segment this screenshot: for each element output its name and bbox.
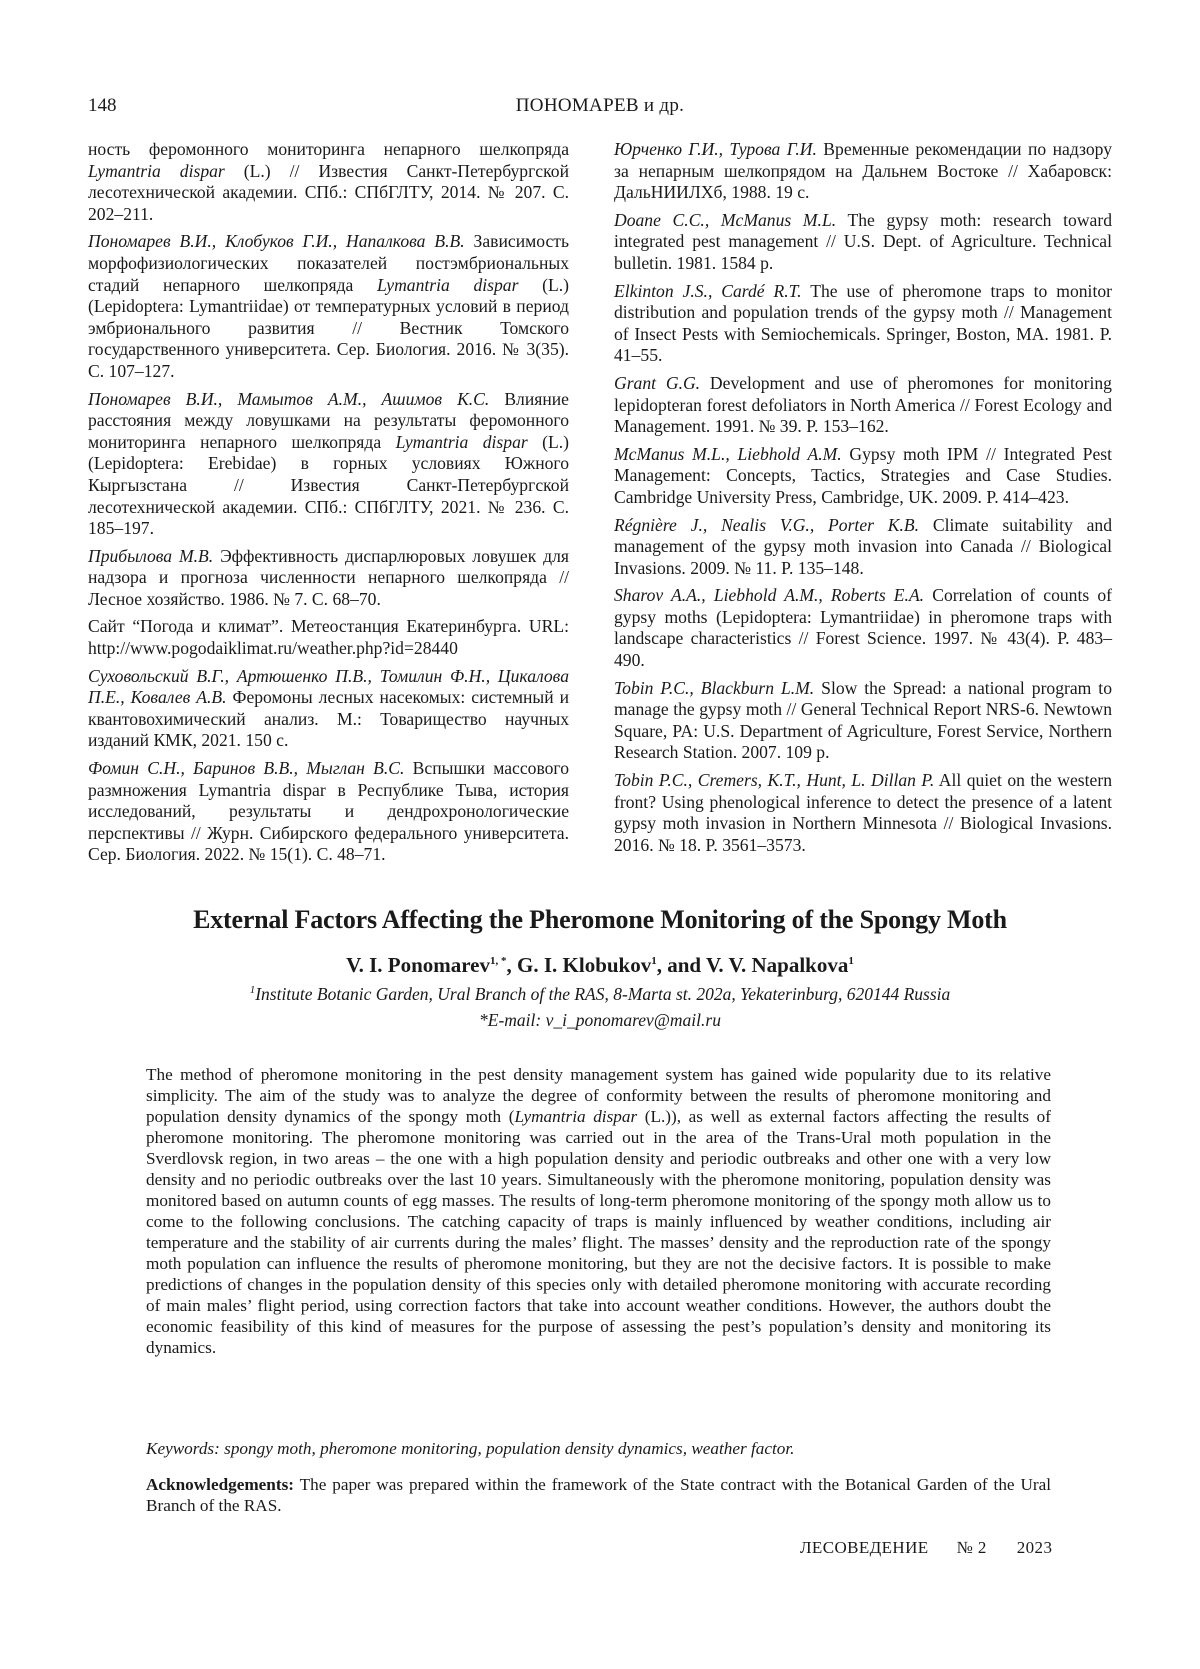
reference-authors: McManus M.L., Liebhold A.M. [614, 443, 842, 464]
reference-authors: Юрченко Г.И., Турова Г.И. [614, 139, 817, 159]
reference-text: The gypsy moth: research toward integrated pest management // U.S. Dept. of Agriculture. Technical bulletin. 1981. 1584 p. [614, 209, 1112, 273]
reference-item [88, 546, 569, 611]
reference-authors: Пономарев В.И., Клобуков Г.И., Напалкова В.В. [88, 231, 465, 252]
reference-tail: (L.) (Lepidoptera: Erebidae) в горных условиях Южного Кыргызстана // Известия Санкт-Петербургской лесотехнической академии. СПб.: СПбГЛТУ, 2021. № 236. С. 185–197. [88, 431, 569, 539]
reference-authors: Sharov A.A., Liebhold A.M., Roberts E.A. [614, 585, 925, 606]
reference-item [614, 678, 1112, 764]
contact-email: *E-mail: v_i_ponomarev@mail.ru [479, 1010, 721, 1030]
abstract-text: (L.)), as well as external factors affecting the results of pheromone monitoring. The pheromone monitoring was carried out in the area of the Trans-Ural moth population in the Sverdlovsk region, in two areas – the one with a high population density and periodic outbreaks and other one with a very low density and no periodic outbreaks over the last 10 years. Simultaneously with the pheromone monitoring, population density was monitored based on autumn counts of egg masses. The results of long-term pheromone monitoring of the spongy moth allow us to come to the following conclusions. The catching capacity of traps is mainly influenced by weather conditions, including air temperature and the stability of air currents during the males’ flight. The masses’ density and the reproduction rate of the spongy moth population can influence the results of pheromone monitoring, but they are not the decisive factors. It is possible to make predictions of changes in the population density of this species only with detailed pheromone monitoring with accurate recording of main males’ flight period, using correction factors that take into account weather conditions. However, the authors doubt the economic feasibility of this kind of measures for the purpose of assessing the pest’s population’s density and monitoring its dynamics. [146, 1107, 1051, 1357]
reference-authors: Elkinton J.S., Cardé R.T. [614, 280, 802, 301]
references-right-column [614, 139, 1112, 862]
author-name: V. I. Ponomarev [346, 953, 491, 977]
journal-name: ЛЕСОВЕДЕНИЕ [800, 1538, 929, 1557]
author-separator: , [506, 953, 518, 977]
reference-authors: Grant G.G. [614, 372, 701, 393]
reference-item [614, 281, 1112, 367]
author-name: G. I. Klobukov [517, 953, 652, 977]
reference-text: Зависимость морфофизиологических показателей постэмбриональных стадий непарного шелкопряда [88, 231, 569, 295]
reference-item [614, 515, 1112, 580]
species-name: Lymantria dispar [395, 431, 528, 452]
abstract [146, 1064, 1051, 1358]
journal-issue: № 2 [956, 1538, 987, 1557]
reference-authors: Tobin P.C., Blackburn L.M. [614, 677, 815, 698]
reference-item [88, 758, 569, 866]
reference-tail: (L.) (Lepidoptera: Lymantriidae) от температурных условий в период эмбрионального развития // Вестник Томского государственного университета. Сер. Биология. 2016. № 3(35). С. 107–127. [88, 274, 569, 381]
species-name: Lymantria dispar [88, 160, 225, 181]
journal-year: 2023 [1016, 1538, 1053, 1557]
reference-text: Gypsy moth IPM // Integrated Pest Management: Concepts, Tactics, Strategies and Case Studies. Cambridge University Press, Cambridge, UK. 2009. P. 414–423. [614, 443, 1112, 507]
reference-text: All quiet on the western front? Using phenological inference to detect the presence of a latent gypsy moth invasion in Northern Minnesota // Biological Invasions. 2016. № 18. P. 3561–3573. [614, 770, 1113, 855]
running-title: ПОНОМАРЕВ и др. [515, 95, 685, 116]
affiliation [60, 984, 1140, 1005]
acknowledgements [146, 1474, 1051, 1516]
reference-item [614, 373, 1112, 438]
author-affiliation-mark: 1, * [490, 955, 507, 967]
reference-item [614, 210, 1112, 275]
author-name: V. V. Napalkova [705, 953, 849, 977]
reference-authors: Суховольский В.Г., Артюшенко П.В., Томилин Ф.Н., Цикалова П.Е., Ковалев А.В. [88, 665, 569, 708]
reference-authors: Doane C.C., McManus M.L. [614, 209, 837, 230]
author-line [60, 953, 1140, 978]
reference-item [614, 770, 1112, 856]
reference-item [88, 666, 569, 752]
references-left-column [88, 139, 569, 872]
reference-item [88, 389, 569, 540]
acknowledgements-label: Acknowledgements: [146, 1475, 294, 1494]
keywords: Keywords: spongy moth, pheromone monitoring, population density dynamics, weather factor. [146, 1439, 795, 1458]
reference-text: Correlation of counts of gypsy moths (Lepidoptera: Lymantriidae) in pheromone traps with landscape characteristics // Forest Science. 1997. № 43(4). P. 483–490. [614, 585, 1112, 671]
reference-text: Феромоны лесных насекомых: системный и квантовохимический анализ. М.: Товарищество научных изданий КМК, 2021. 150 с. [88, 687, 569, 751]
abstract-text: The method of pheromone monitoring in the pest density management system has gained wide popularity due to its relative simplicity. The aim of the study was to analyze the degree of conformity between the results of pheromone monitoring and population density dynamics of the spongy moth ( [146, 1065, 1051, 1126]
author-affiliation-mark: 1 [651, 955, 657, 967]
reference-authors: Фомин С.Н., Баринов В.В., Мыглан В.С. [88, 758, 405, 779]
reference-text: Временные рекомендации по надзору за непарным шелкопрядом на Дальнем Востоке // Хабаровск: ДальНИИЛХб, 1988. 19 с. [614, 139, 1112, 203]
page-number: 148 [88, 95, 117, 116]
reference-item [614, 139, 1112, 204]
article-title: External Factors Affecting the Pheromone Monitoring of the Spongy Moth [193, 905, 1007, 934]
reference-item [88, 139, 569, 225]
reference-text: Slow the Spread: a national program to manage the gypsy moth // General Technical Report NRS-6. Newtown Square, PA: U.S. Department of Agriculture, Forest Service, Northern Research Station. 2007. 109 p. [614, 677, 1112, 763]
reference-text: Вспышки массового размножения Lymantria dispar в Республике Тыва, история исследований, результаты и дендрохронологические перспективы // Журн. Сибирского федерального университета. Сер. Биология. 2022. № 15(1). С. 48–71. [88, 758, 570, 865]
affiliation-text: Institute Botanic Garden, Ural Branch of the RAS, 8-Marta st. 202a, Yekaterinburg, 620144 Russia [255, 984, 951, 1004]
reference-authors: Régnière J., Nealis V.G., Porter K.B. [614, 514, 920, 535]
reference-text: ность феромонного мониторинга непарного шелкопряда [88, 139, 569, 159]
author-separator: , and [656, 953, 706, 977]
acknowledgements-text: The paper was prepared within the framework of the State contract with the Botanical Garden of the Ural Branch of the RAS. [146, 1475, 1051, 1515]
reference-tail: (L.) // Известия Санкт-Петербургской лесотехнической академии. СПб.: СПбГЛТУ, 2014. № 207. С. 202–211. [88, 160, 569, 224]
author-affiliation-mark: 1 [848, 955, 854, 967]
reference-authors: Прибылова М.В. [88, 545, 214, 566]
reference-item [614, 444, 1112, 509]
reference-text: Development and use of pheromones for monitoring lepidopteran forest defoliators in North America // Forest Ecology and Management. 1991. № 39. P. 153–162. [614, 372, 1112, 437]
species-name: Lymantria dispar [377, 274, 519, 295]
reference-authors: Пономарев В.И., Мамытов А.М., Ашимов К.С. [88, 388, 490, 409]
reference-text: Сайт “Погода и климат”. Метеостанция Екатеринбурга. URL: http://www.pogodaiklimat.ru/weather.php?id=28440 [88, 616, 569, 659]
species-name: Lymantria dispar [514, 1107, 638, 1126]
reference-text: The use of pheromone traps to monitor distribution and population trends of the gypsy moth // Management of Insect Pests with Semiochemicals. Springer, Boston, MA. 1981. P. 41–55. [614, 280, 1112, 366]
reference-text: Эффективность диспарлюровых ловушек для надзора и прогноза численности непарного шелкопряда // Лесное хозяйство. 1986. № 7. С. 68–70. [88, 545, 569, 609]
reference-item [614, 585, 1112, 671]
reference-item [88, 616, 569, 659]
running-head [88, 95, 1112, 125]
journal-footer [800, 1538, 1112, 1558]
reference-text: Влияние расстояния между ловушками на результаты феромонного мониторинга непарного шелкопряда [88, 388, 569, 452]
reference-text: Climate suitability and management of the gypsy moth invasion into Canada // Biological Invasions. 2009. № 11. P. 135–148. [614, 514, 1112, 578]
reference-authors: Tobin P.C., Cremers, K.T., Hunt, L. Dillan P. [614, 770, 935, 791]
reference-item [88, 231, 569, 382]
affiliation-mark: 1 [249, 984, 256, 997]
